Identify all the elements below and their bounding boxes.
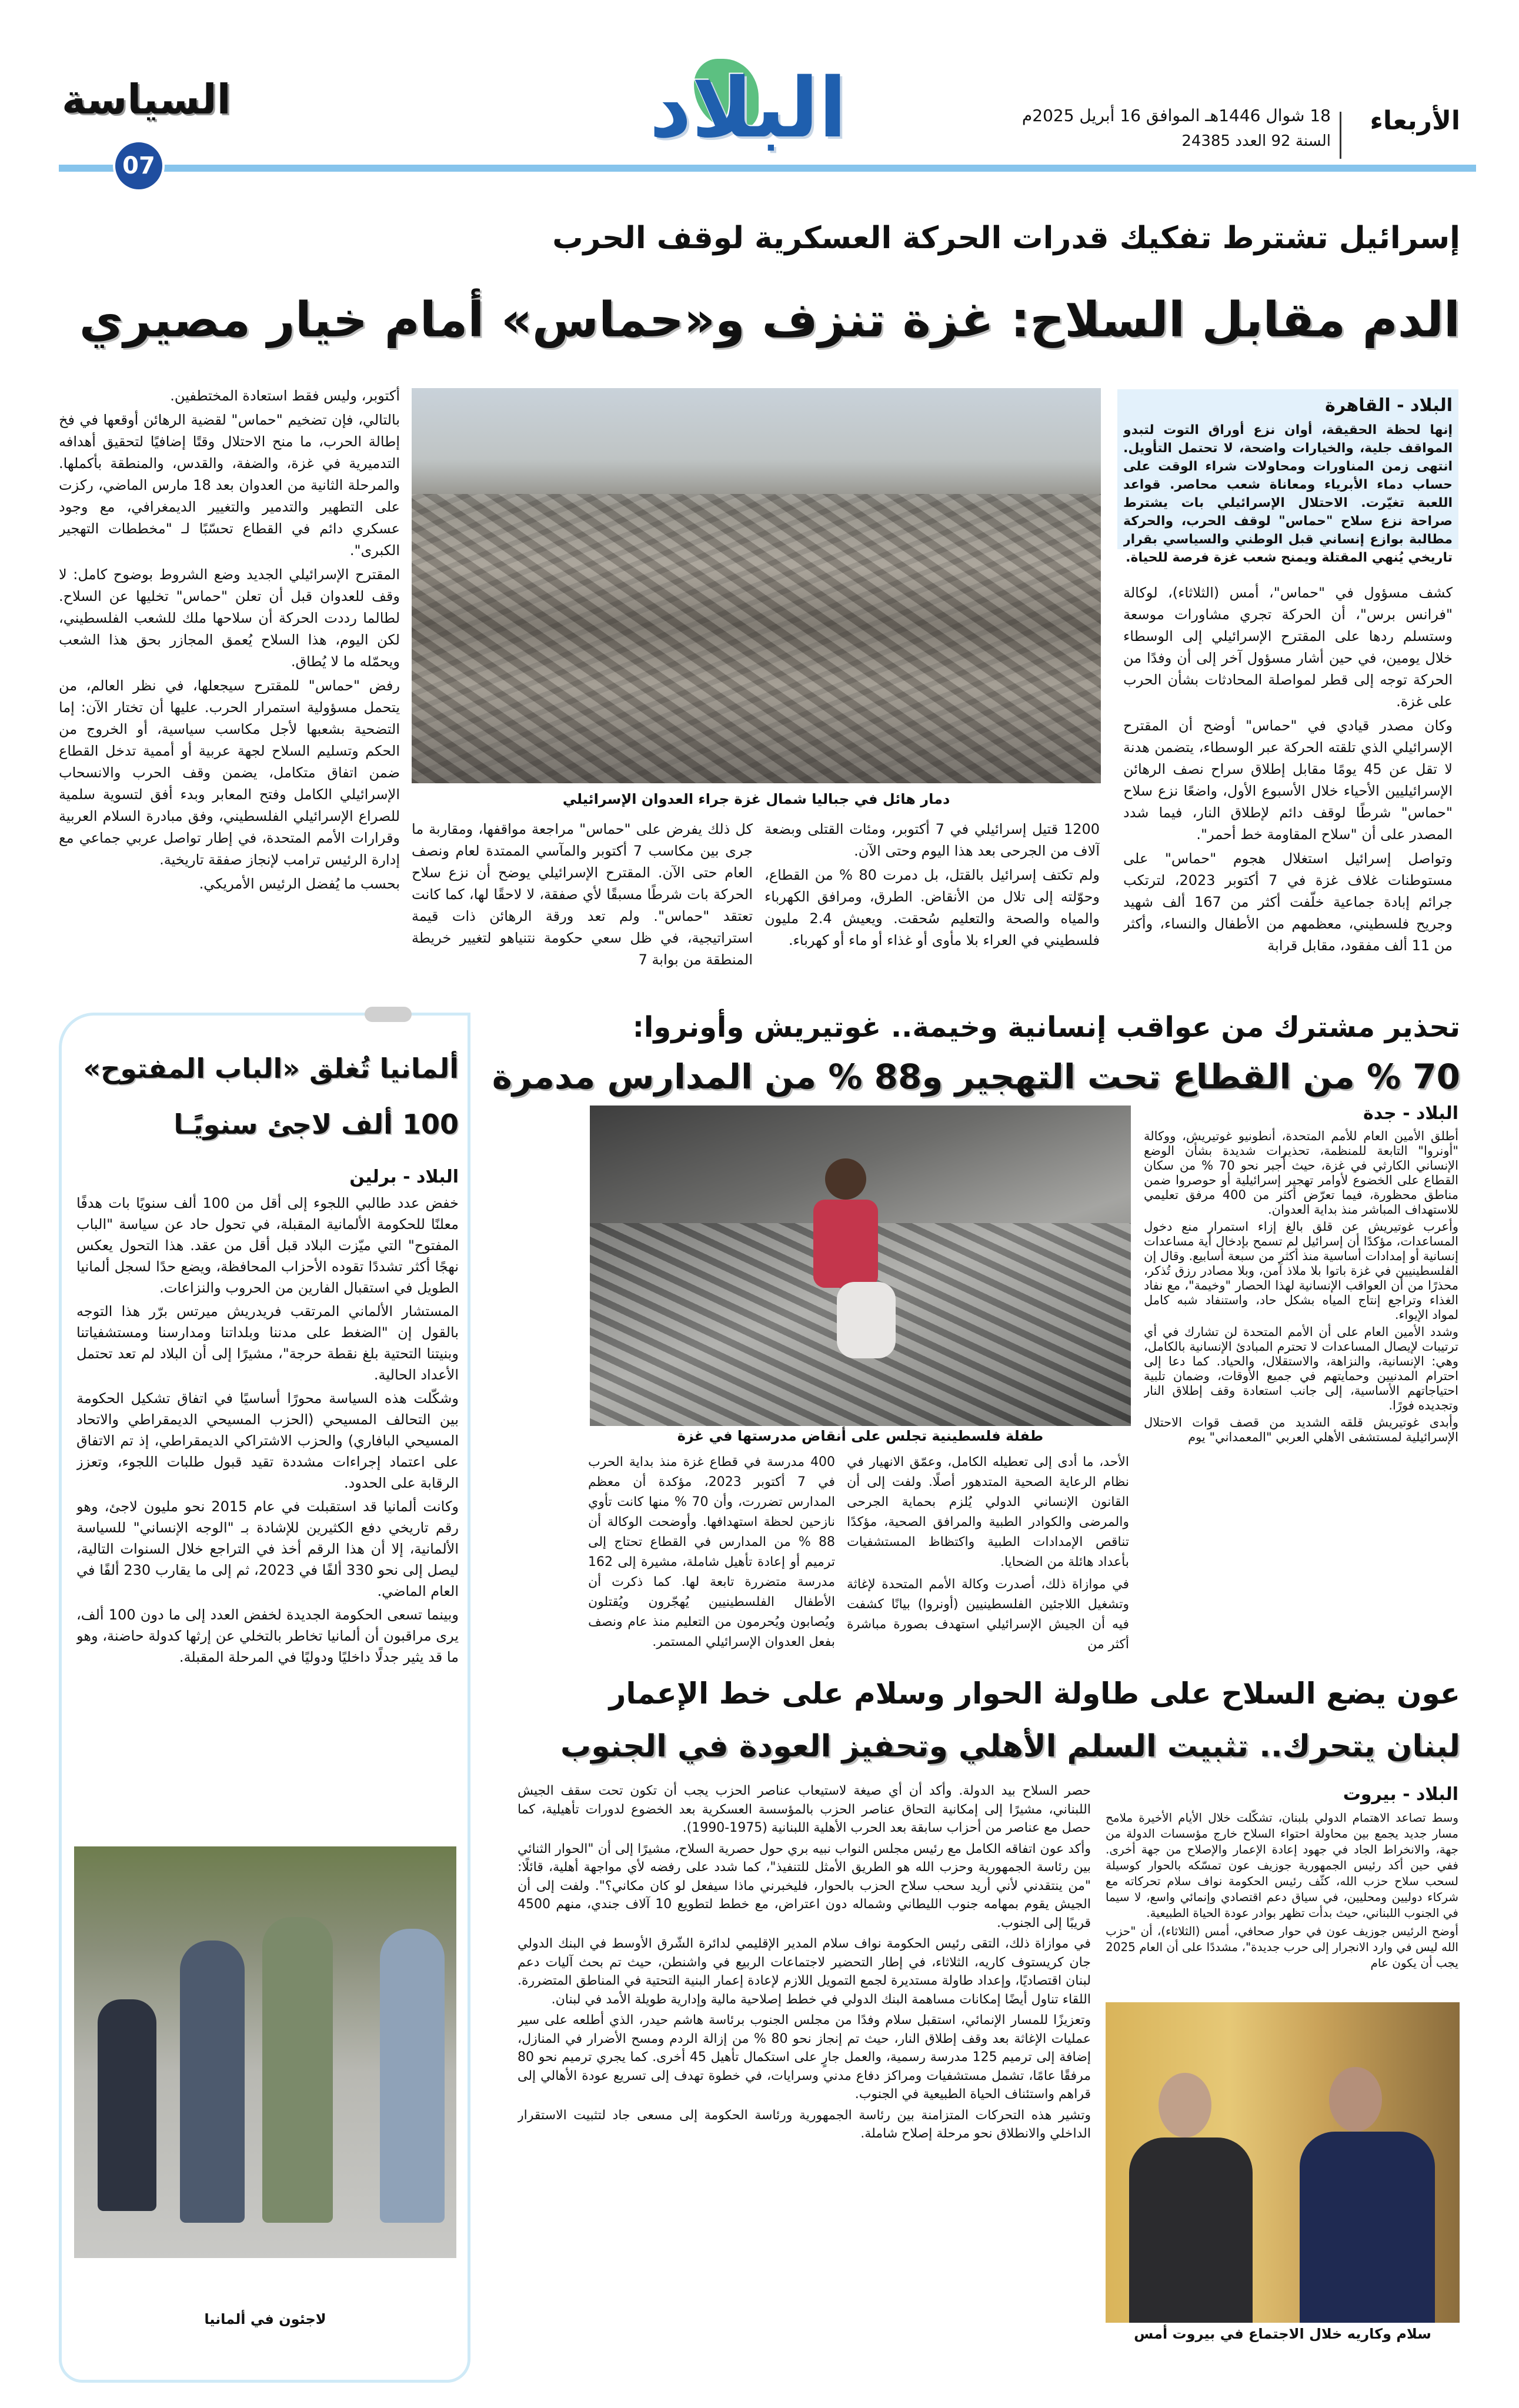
paragraph: 400 مدرسة في قطاع غزة منذ بداية الحرب في 7 أكتوبر 2023، مؤكدة أن معظم المدارس تضررت، وأن 70 % منها كانت تأوي نازحين لحظة استهدافها. وأوضحت الوكالة أن 88 % من المدارس في القطاع تحتاج إلى ترميم أو إعادة تأهيل شاملة، مشيرة إلى 162 مدرسة متضررة تابعة لها. كما ذكرت أن الأطفال الفلسطينيين يُهجّرون ويُقتلون ويُصابون ويُحرمون من التعليم منذ عام ونصف بفعل العدوان الإسرائيلي المستمر. <box>588 1455 835 1649</box>
story2-col-left <box>588 1452 835 1655</box>
paragraph: وتشير هذه التحركات المتزامنة بين رئاسة الجمهورية ورئاسة الحكومة إلى مسعى جاد لتثبيت الاستقرار الداخلي والانطلاق نحو مرحلة إصلاح شاملة. <box>518 2108 1091 2141</box>
day-label: الأربعاء <box>1370 106 1460 136</box>
story1-col-left <box>59 385 400 973</box>
paragraph: وأكد عون اتفاقه الكامل مع رئيس مجلس النواب نبيه بري حول حصرية السلاح، مشيرًا إلى أن "الحوار الثنائي بين رئاسة الجمهورية وحزب الله هو الطريق الأمثل للتنفيذ"، كما شدد على رفضه لأي مواجهة أهلية، قائلًا: "من ينتقدني لأني أريد سحب سلاح الحزب بالحوار، فليخبرني ماذا سيفعل لو كان مكاني؟". ولفت إلى أن الجيش يقوم بمهامه جنوب الليطاني وشماله دون اعتراض، مع خطط لتطويع 10 آلاف جندي، منهم 4500 قريبًا إلى الجنوب. <box>518 1841 1091 1931</box>
paragraph: رفض "حماس" للمقترح سيجعلها، في نظر العالم، من يتحمل مسؤولية استمرار الحرب. عليها أن تختار الآن: إما التضحية بشعبها لأجل مكاسب سياسية، أو الخروج من الحكم وتسليم السلاح لجهة عربية أو أممية تدخل القطاع ضمن اتفاق متكامل، يضمن وقف الحرب والانسحاب الإسرائيلي الكامل وفتح المعابر وبدء أفق لتسوية سلمية للصراع الإسرائيلي الفلسطيني، وفق مبادرة السلام العربية وقرارات الأمم المتحدة، في إطار تواصل عربي جماعي مع إدارة الرئيس ترامب لإنجاز صفقة تاريخية. <box>59 677 400 868</box>
paragraph: كشف مسؤول في "حماس"، أمس (الثلاثاء)، لوكالة "فرانس برس"، أن الحركة تجري مشاورات موسعة وستسلم ردها على المقترح الإسرائيلي إلى الوسطاء خلال يومين، في حين أشار مسؤول آخر إلى أن وفدًا من الحركة توجه إلى قطر لمواصلة المحادثات بشأن الحرب على غزة. <box>1123 585 1453 710</box>
germany-dateline: البلاد - برلين <box>349 1167 459 1187</box>
paragraph: حصر السلاح بيد الدولة. وأكد أن أي صيغة لاستيعاب عناصر الحزب يجب أن تكون تحت سقف الجيش اللبناني، مشيرًا إلى إمكانية التحاق عناصر الحزب بالمؤسسة العسكرية بعد الخضوع لدورات تأهيلية، كما حصل مع عناصر من أحزاب سابقة بعد الحرب الأهلية اللبنانية (1975-1990). <box>518 1784 1091 1835</box>
paragraph: وشدد الأمين العام على أن الأمم المتحدة لن تشارك في أي ترتيبات لإيصال المساعدات لا تحترم المبادئ الإنسانية بالكامل، وهي: الإنسانية، والنزاهة، والاستقلال، والحياد. كما دعا إلى احترام المدنيين وحمايتهم في جميع الأوقات، وضمان تلبية احتياجاتهم الأساسية، إلى جانب استعادة وقف إطلاق النار وتجديده فورًا. <box>1144 1325 1458 1412</box>
logo-text: البلاد <box>649 61 847 156</box>
paragraph: وبينما تسعى الحكومة الجديدة لخفض العدد إلى ما دون 100 ألف، يرى مراقبون أن ألمانيا تخاطر بالتخلي عن إرثها كدولة حاضنة، وهو ما قد يثير جدلًا داخليًا ودوليًا في المرحلة المقبلة. <box>76 1607 459 1665</box>
paragraph: كل ذلك يفرض على "حماس" مراجعة مواقفها، ومقاربة ما جرى بين مكاسب 7 أكتوبر والمآسي الممتدة لعام ونصف العام حتى الآن. المقترح الإسرائيلي يوضح أن نزع سلاح الحركة بات شرطًا مسبقًا لأي صفقة، لا لاحقًا لها، كما كانت تعتقد "حماس". ولم تعد ورقة الرهائن ذات قيمة استراتيجية، في ظل سعي حكومة نتنياهو لتغيير خريطة المنطقة من بوابة 7 <box>412 821 753 968</box>
paragraph: أوضح الرئيس جوزيف عون في حوار صحافي، أمس (الثلاثاء)، أن "حزب الله ليس في وارد الانجرار إلى حرب جديدة"، مشددًا على أن العام 2025 يجب أن يكون عام <box>1106 1924 1458 1970</box>
story3-col-mid <box>518 1782 1091 2364</box>
salam-carre-meeting-photo <box>1106 2002 1460 2323</box>
story3-headline: لبنان يتحرك.. تثبيت السلم الأهلي وتحفيز العودة في الجنوب <box>560 1729 1460 1764</box>
paragraph: المقترح الإسرائيلي الجديد وضع الشروط بوضوح كامل: لا وقف للعدوان قبل أن تعلن "حماس" تخليها عن السلاح. لطالما رددت الحركة أن سلاحها ملك للشعب الفلسطيني، لكن اليوم، هذا السلاح يُعمق المجازر بحق هذا الشعب ويحمّله ما لا يُطاق. <box>59 566 400 670</box>
paragraph: وكانت ألمانيا قد استقبلت في عام 2015 نحو مليون لاجئ، وهو رقم تاريخي دفع الكثيرين للإشادة بـ "الوجه الإنساني" للسياسة الألمانية، إلا أن هذا الرقم أخذ في التراجع خلال السنوات التالية، ليصل إلى نحو 330 ألفًا في 2023، ثم إلى ما يقارب 230 ألفًا في العام الماضي. <box>76 1498 459 1599</box>
section-title: السياسة <box>62 75 231 123</box>
paragraph: في موازاة ذلك، أصدرت وكالة الأمم المتحدة لإغاثة وتشغيل اللاجئين الفلسطينيين (أونروا) بيانًا كشفت فيه أن الجيش الإسرائيلي استهدف بصورة مباشرة أكثر من <box>847 1577 1129 1652</box>
story2-headline: 70 % من القطاع تحت التهجير و88 % من المدارس مدمرة <box>492 1057 1460 1097</box>
masthead <box>0 0 1519 212</box>
refugees-germany-photo <box>74 1846 456 2258</box>
date-line: 18 شوال 1446هـ الموافق 16 أبريل 2025م <box>1021 106 1331 125</box>
story2-col-right <box>1144 1101 1458 1654</box>
paragraph: الأحد، ما أدى إلى تعطيله الكامل، وعمّق الانهيار في نظام الرعاية الصحية المتدهور أصلًا. ولفت إلى أن القانون الإنساني الدولي يُلزم بحماية الجرحى والمرضى والكوادر الطبية والمرافق الصحية، مؤكدًا تناقص الإمدادات الطبية واكتظاظ المستشفيات بأعداد هائلة من الضحايا. <box>847 1455 1129 1569</box>
paragraph: في موازاة ذلك، التقى رئيس الحكومة نواف سلام المدير الإقليمي لدائرة الشّرق الأوسط في البنك الدولي جان كريستوف كاريه، الثلاثاء، في إطار التحضير لاجتماعات الربيع في واشنطن، حيث تم بحث آليات دعم لبنان اقتصاديًا، وإعداد طاولة مستديرة لجمع التمويل اللازم لإعادة إعمار البنية التحتية في المناطق المتضررة. اللقاء تناول أيضًا إمكانات مساهمة البنك الدولي في خطط إصلاحية مالية وإدارية طويلة الأمد في لبنان. <box>518 1936 1091 2007</box>
paragraph: بحسب ما يُفضل الرئيس الأمريكي. <box>199 876 400 892</box>
paragraph: أطلق الأمين العام للأمم المتحدة، أنطونيو غوتيريش، ووكالة "أونروا" التابعة للمنظمة، تحذيرات شديدة بشأن الوضع الإنساني الكارثي في غزة، حيث أُجبر نحو 70 % من سكان القطاع على الخضوع لأوامر تهجير إسرائيلية أو حوصروا ضمن مناطق محظورة، فيما تعرّض أكثر من 400 مرفق تعليمي للاستهداف المباشر منذ بداية العدوان. <box>1144 1129 1458 1217</box>
story1-lead: إنها لحظة الحقيقة، أوان نزع أوراق التوت لتبدو المواقف جلية، والخيارات واضحة، لا تحتمل التأويل. انتهى زمن المناورات ومحاولات شراء الوقت على حساب دماء الأبرياء ومعاناة شعب محاصر. قواعد اللعبة تغيّرت. الاحتلال الإسرائيلي بات يشترط صراحة نزع سلاح "حماس" لوقف الحرب، والحركة مطالبة بوازع إنساني قبل الوطني والسياسي بقرار تاريخي يُنهي المقتلة ويمنح شعب غزة فرصة للحياة. <box>1123 423 1453 565</box>
page-number: 07 <box>122 152 155 179</box>
germany-photo-caption: لاجئون في ألمانيا <box>204 2311 326 2327</box>
paragraph: وأعرب غوتيريش عن قلق بالغ إزاء استمرار منع دخول المساعدات، مؤكدًا أن إسرائيل لم تسمح بإدخال أية مساعدات إنسانية أو إمدادات أساسية منذ أكثر من سبعة أسابيع. وقال إن الفلسطينيين في غزة باتوا بلا ملاذ آمن، وبلا مصادر رزق تُذكر، محذرًا من أن العواقب الإنسانية لهذا الحصار "وخيمة"، مع نفاد الغذاء وتراجع إنتاج المياه بشكل حاد، واستنفاد شبه كامل لمواد الإيواء. <box>1144 1220 1458 1322</box>
newspaper-logo[interactable] <box>649 59 847 162</box>
paragraph: وتعزيزًا للمسار الإنمائي، استقبل سلام وفدًا من مجلس الجنوب برئاسة هاشم حيدر، الذي أطلعه على سير عمليات الإغاثة بعد وقف إطلاق النار، حيث تم إنجاز نحو 80 % من إزالة الردم ومسح الأضرار في المنازل، إضافة إلى ترميم 125 مدرسة رسمية، والعمل جارٍ على استكمال تأهيل 45 أخرى. كما يجري ترميم نحو 80 مرفقًا عامًا، تشمل مستشفيات ومراكز دفاع مدني وسرايات، في خطوة تهدف إلى تسريع عودة الأهالي إلى قراهم واستئناف الحياة الطبيعية في الجنوب. <box>518 2013 1091 2102</box>
header-divider <box>1340 112 1341 159</box>
paragraph: وتواصل إسرائيل استغلال هجوم "حماس" على مستوطنات غلاف غزة في 7 أكتوبر 2023، لترتكب جرائم إبادة جماعية خلّفت أكثر من 167 ألف شهيد وجريح فلسطيني، معظمهم من الأطفال والنساء، وأكثر من 11 ألف مفقود، مقابل قرابة <box>1123 850 1453 954</box>
story1-headline: الدم مقابل السلاح: غزة تنزف و«حماس» أمام خيار مصيري <box>79 292 1460 348</box>
issue-line: السنة 92 العدد 24385 <box>1181 132 1331 150</box>
paragraph: بالتالي، فإن تضخيم "حماس" لقضية الرهائن أوقعها في فخ إطالة الحرب، ما منح الاحتلال وقتًا إضافيًا لتحقيق أهدافه التدميرية في غزة، والضفة، والقدس، والمنطقة بأكملها. والمرحلة الثانية من العدوان بعد 18 مارس الماضي، ركزت على التطهير والتدمير والتغيير الديمغرافي، مع وجود عسكري دائم في القطاع تحسّبًا لـ "مخططات التهجير الكبرى". <box>59 412 400 559</box>
paragraph: 1200 قتيل إسرائيلي في 7 أكتوبر، ومئات القتلى وبضعة آلاف من الجرحى بعد هذا اليوم وحتى الآن. <box>764 821 1100 859</box>
paragraph: ولم تكتف إسرائيل بالقتل، بل دمرت 80 % من القطاع، وحوّلته إلى تلال من الأنقاض. الطرق، ومرافق الكهرباء والمياه والصحة والتعليم سُحقت. ويعيش 2.4 مليون فلسطيني في العراء بلا مأوى أو غذاء أو ماء أو كهرباء. <box>764 867 1100 948</box>
story1-col-mid-left <box>412 819 753 971</box>
story1-dateline: البلاد - القاهرة <box>1325 395 1453 416</box>
story3-col-right <box>1106 1782 1458 1999</box>
girl-on-school-rubble-photo <box>590 1106 1131 1426</box>
story1-photo-caption: دمار هائل في جباليا شمال غزة جراء العدوان الإسرائيلي <box>562 791 950 807</box>
story1-col-right <box>1123 393 1453 975</box>
decorative-cloud-icon <box>365 1007 412 1022</box>
page-number-badge <box>113 140 165 192</box>
story2-dateline: البلاد - جدة <box>1363 1103 1458 1124</box>
germany-headline: ألمانيا تُغلق «الباب المفتوح» 100 ألف لاجئ سنويًـا <box>83 1053 459 1140</box>
paragraph: خفض عدد طالبي اللجوء إلى أقل من 100 ألف سنويًا بات هدفًا معلنًا للحكومة الألمانية المقبلة، في تحول حاد عن سياسة "الباب المفتوح" التي ميّزت البلاد قبل أقل من عقد. هذا التحول يعكس نهجًا أكثر تشددًا تقوده الأحزاب المحافظة، ويضع حدًا لسجل ألمانيا الطويل في استقبال الفارين من الحروب والنزاعات. <box>76 1195 459 1296</box>
paragraph: وكان مصدر قيادي في "حماس" أوضح أن المقترح الإسرائيلي الذي تلقته الحركة عبر الوسطاء، يتضمن هدنة لا تقل عن 45 يومًا مقابل إطلاق سراح نصف الرهائن الإسرائيليين الأحياء خلال الأسبوع الأول، واضعًا نزع سلاح "حماس" شرطًا لوقف دائم لإطلاق النار، فيما شدد المصدر على أن "سلاح المقاومة خط أحمر". <box>1123 717 1453 843</box>
germany-body <box>76 1164 459 1858</box>
story2-photo-caption: طفلة فلسطينية تجلس على أنقاض مدرستها في غزة <box>677 1428 1044 1444</box>
paragraph: وأبدى غوتيريش قلقه الشديد من قصف قوات الاحتلال الإسرائيلية لمستشفى الأهلي العربي "المعمداني" يوم <box>1144 1415 1458 1444</box>
story3-kicker: عون يضع السلاح على طاولة الحوار وسلام على خط الإعمار <box>609 1676 1460 1711</box>
paragraph: المستشار الألماني المرتقب فريدريش ميرتس برّر هذا التوجه بالقول إن "الضغط على مدننا وبلداتنا ومدارسنا ومستشفياتنا وبنيتنا التحتية بلغ نقطة حرجة"، مشيرًا إلى أن البلاد لم تعد تحتمل الأعداد الحالية. <box>76 1303 459 1383</box>
story2-col-mid <box>847 1452 1129 1655</box>
story3-dateline: البلاد - بيروت <box>1343 1784 1458 1805</box>
story1-col-mid-right <box>764 819 1100 971</box>
paragraph: أكتوبر، وليس فقط استعادة المختطفين. <box>170 388 400 404</box>
paragraph: وسط تصاعد الاهتمام الدولي بلبنان، تشكّلت خلال الأيام الأخيرة ملامح مسار جديد يجمع بين محاولة احتواء السلاح خارج مؤسسات الدولة من جهة، والانخراط الجاد في جهود إعادة الإعمار والإصلاح من جهة أخرى. ففي حين أكد رئيس الجمهورية جوزيف عون تمسّكه بالحوار كوسيلة لسحب سلاح حزب الله، كثّف رئيس الحكومة نواف سلام تحركاته مع شركاء دوليين ومحليين، في سياق دعم اقتصادي وإنمائي واسع، لا سيما في الجنوب اللبناني، حيث بدأت تظهر بوادر عودة الحياة الطبيعية. <box>1106 1811 1458 1920</box>
story3-photo-caption: سلام وكاريه خلال الاجتماع في بيروت أمس <box>1134 2326 1431 2342</box>
paragraph: وشكّلت هذه السياسة محورًا أساسيًا في اتفاق تشكيل الحكومة بين التحالف المسيحي (الحزب المسيحي الديمقراطي والاتحاد المسيحي البافاري) والحزب الاشتراكي الديمقراطي، إذ تم الاتفاق على اعتماد إجراءات مشددة تقيد قبول طلبات اللجوء، وتعزز الرقابة على الحدود. <box>76 1390 459 1491</box>
gaza-destruction-photo <box>412 388 1101 783</box>
story2-kicker: تحذير مشترك من عواقب إنسانية وخيمة.. غوتيريش وأونروا: <box>632 1011 1460 1044</box>
header-rule <box>59 165 1476 172</box>
story1-kicker: إسرائيل تشترط تفكيك قدرات الحركة العسكرية لوقف الحرب <box>552 221 1460 256</box>
